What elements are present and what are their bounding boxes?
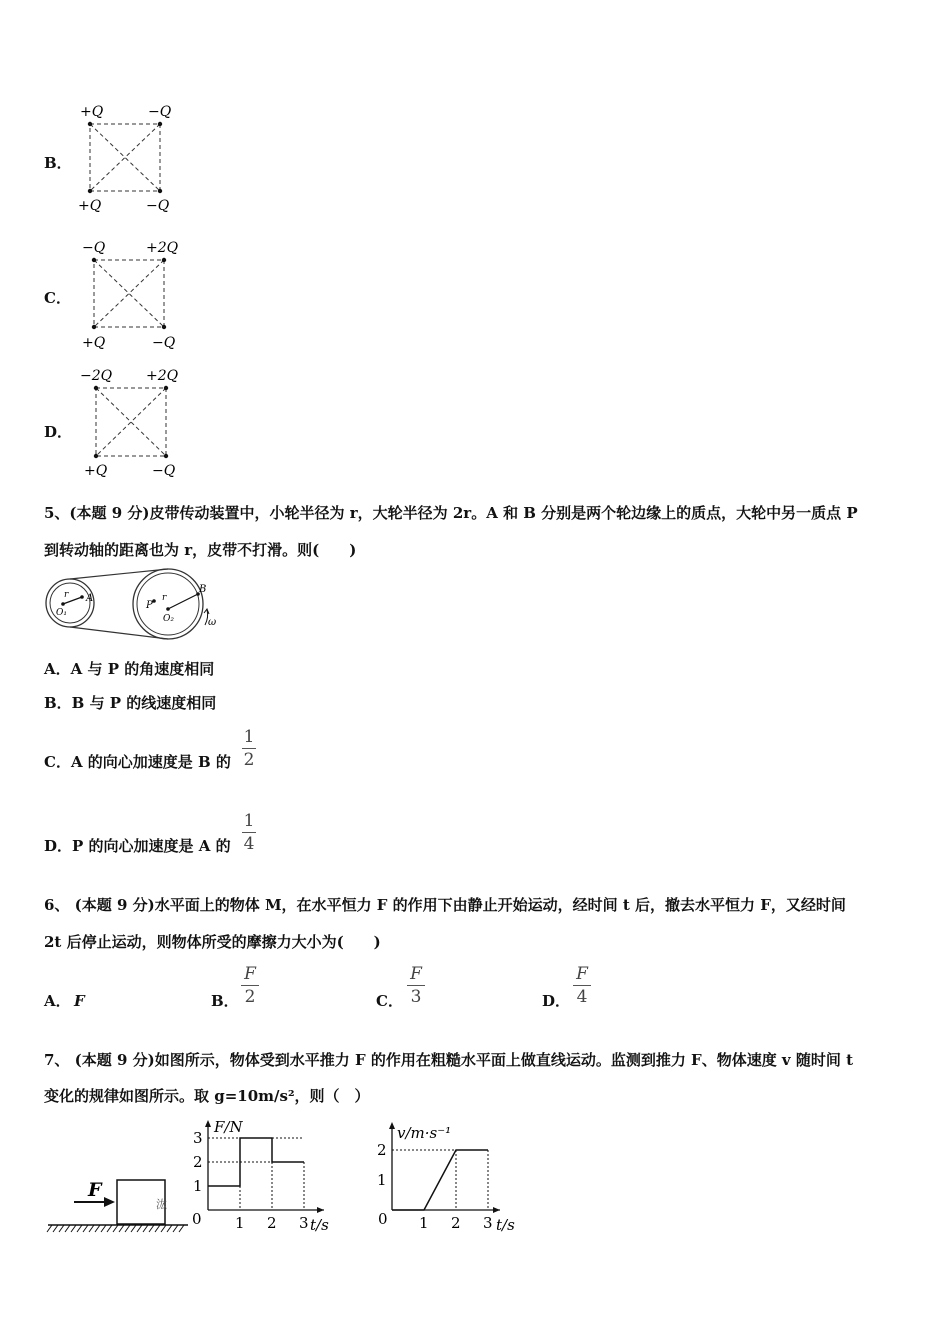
y-tick-label: 1 (193, 1177, 203, 1195)
charge-tr: −Q (148, 104, 172, 120)
y-tick-label: 2 (193, 1153, 203, 1171)
ground-hatch (113, 1225, 118, 1232)
ground-hatch (119, 1225, 124, 1232)
q6-option-d-fraction (573, 964, 591, 1007)
fraction-denominator: 4 (243, 834, 255, 854)
label-B: B (199, 584, 207, 595)
q4-option-d-label: D． (44, 423, 73, 441)
x-tick-label: 3 (299, 1214, 309, 1232)
fraction-denominator: 4 (576, 987, 588, 1007)
q4-option-b-diagram (70, 98, 180, 216)
q7-stem-line1: 7、 (本题 9 分)如图所示，物体受到水平推力 F 的作用在粗糙水平面上做直线运动。监测到推力 F、物体速度 v 随时间 t (44, 1051, 854, 1069)
q4-option-c-label: C． (44, 289, 71, 307)
y-tick-label: 3 (193, 1129, 203, 1147)
q7-velocity-time-graph (372, 1112, 528, 1238)
fraction-denominator: 2 (244, 987, 256, 1007)
ground-hatch (143, 1225, 148, 1232)
fraction-denominator: 3 (410, 987, 422, 1007)
fraction-denominator: 2 (243, 750, 255, 770)
charge-tr: +2Q (146, 240, 179, 256)
force-label: F (88, 1179, 102, 1201)
charge-br: −Q (152, 463, 176, 479)
label-O1: O₁ (56, 608, 67, 618)
y-tick-label: 1 (377, 1171, 387, 1189)
q6-option-b-label: B． (211, 992, 239, 1010)
x-tick-label: 2 (451, 1214, 461, 1232)
q6-stem-line2: 2t 后停止运动，则物体所受的摩擦力大小为( ) (44, 933, 381, 951)
x-tick-label: 1 (235, 1214, 245, 1232)
q7-stem-line2: 变化的规律如图所示。取 g=10m/s²，则（ ） (44, 1087, 370, 1105)
q5-option-d-fraction (242, 811, 256, 854)
x-axis-label: t/s (496, 1216, 515, 1234)
ground-hatch (131, 1225, 136, 1232)
q7-block-figure (44, 1170, 194, 1240)
ground-hatch (107, 1225, 112, 1232)
q4-option-b-label: B． (44, 154, 72, 172)
charge-br: −Q (152, 335, 176, 351)
q5-option-c-fraction (242, 727, 256, 770)
q4-option-c-diagram (72, 233, 184, 353)
x-tick-label: 3 (483, 1214, 493, 1232)
ground-hatch (173, 1225, 178, 1232)
x-axis-label: t/s (310, 1216, 329, 1234)
y-axis-label: F/N (214, 1118, 243, 1136)
fraction-numerator: F (410, 964, 422, 984)
fraction-numerator: F (244, 964, 256, 984)
ground-hatch (149, 1225, 154, 1232)
fraction-numerator: 1 (243, 727, 255, 747)
q5-option-b: B．B 与 P 的线速度相同 (44, 694, 217, 712)
ground-hatch (95, 1225, 100, 1232)
y-axis-label: v/m·s⁻¹ (397, 1124, 452, 1142)
ground-hatch (53, 1225, 58, 1232)
ground-hatch (161, 1225, 166, 1232)
label-r-small: r (64, 590, 69, 600)
ground-hatch (125, 1225, 130, 1232)
q5-stem-line2: 到转动轴的距离也为 r，皮带不打滑。则( ) (44, 541, 357, 559)
q4-option-d-diagram (74, 362, 186, 482)
label-P: P (146, 600, 153, 611)
charge-bl: +Q (78, 198, 102, 214)
charge-tl: +Q (80, 104, 104, 120)
q6-stem-line1: 6、 (本题 9 分)水平面上的物体 M，在水平恒力 F 的作用下由静止开始运动，经时间 t 后，撤去水平恒力 F，又经时间 (44, 896, 846, 914)
q6-option-d-label: D． (542, 992, 571, 1010)
ground-hatch (155, 1225, 160, 1232)
ground-hatch (137, 1225, 142, 1232)
origin-label: 0 (378, 1210, 388, 1228)
label-A: A (86, 593, 94, 604)
box-mark: 汯 (156, 1198, 167, 1211)
q5-option-a: A．A 与 P 的角速度相同 (44, 660, 215, 678)
ground-hatch (59, 1225, 64, 1232)
fraction-numerator: F (576, 964, 588, 984)
fraction-numerator: 1 (243, 811, 255, 831)
label-r-big: r (162, 593, 167, 603)
label-omega: ω (208, 617, 217, 628)
ground-hatch (65, 1225, 70, 1232)
label-O2: O₂ (163, 614, 174, 624)
ground-hatch (83, 1225, 88, 1232)
ground-hatch (47, 1225, 52, 1232)
ground-hatch (71, 1225, 76, 1232)
y-tick-label: 2 (377, 1141, 387, 1159)
q5-belt-pulley-figure (42, 568, 222, 640)
series-line (392, 1150, 488, 1210)
q6-option-c-fraction (407, 964, 425, 1007)
charge-bl: +Q (84, 463, 108, 479)
q6-option-b-fraction (241, 964, 259, 1007)
charge-tr: +2Q (146, 368, 179, 384)
ground-hatch (179, 1225, 184, 1232)
charge-tl: −2Q (80, 368, 113, 384)
ground-hatch (77, 1225, 82, 1232)
q6-option-a-value: F (74, 992, 85, 1010)
x-tick-label: 1 (419, 1214, 429, 1232)
q5-option-d: D．P 的向心加速度是 A 的 (44, 837, 231, 855)
q6-option-a-label: A． (44, 992, 71, 1010)
ground-hatch (101, 1225, 106, 1232)
x-tick-label: 2 (267, 1214, 277, 1232)
origin-label: 0 (192, 1210, 202, 1228)
ground-hatch (167, 1225, 172, 1232)
q5-option-c: C．A 的向心加速度是 B 的 (44, 753, 231, 771)
q5-stem-line1: 5、(本题 9 分)皮带传动装置中，小轮半径为 r，大轮半径为 2r。A 和 B 分别是两个轮边缘上的质点，大轮中另一质点 P (44, 504, 858, 522)
q7-force-time-graph (186, 1112, 338, 1238)
q6-option-c-label: C． (376, 992, 403, 1010)
charge-tl: −Q (82, 240, 106, 256)
charge-bl: +Q (82, 335, 106, 351)
ground-hatch (89, 1225, 94, 1232)
charge-br: −Q (146, 198, 170, 214)
